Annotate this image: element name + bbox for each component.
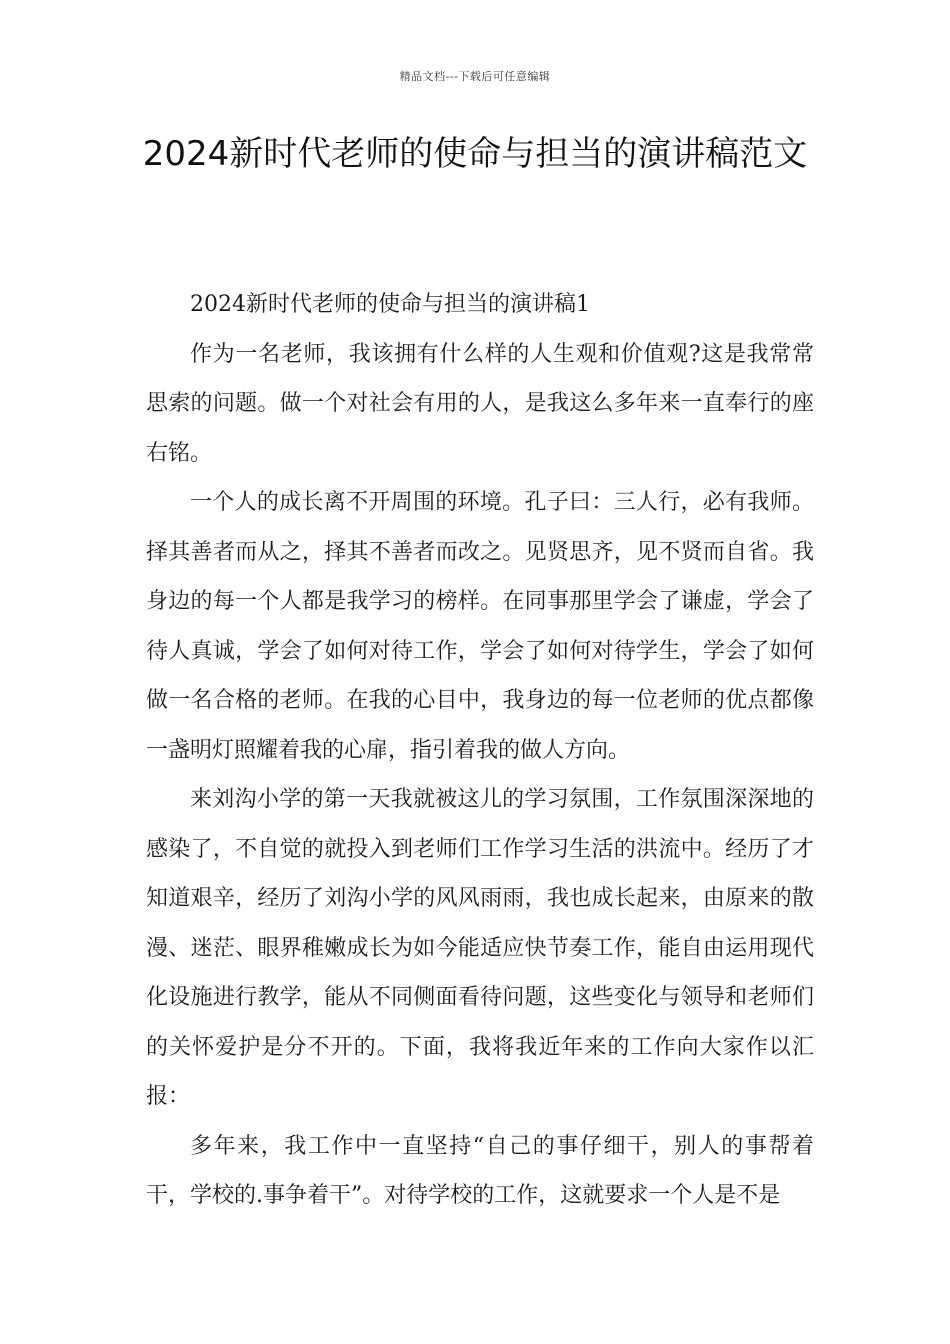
paragraph: 作为一名老师，我该拥有什么样的人生观和价值观?这是我常常思索的问题。做一个对社会有用的人，是我这么多年来一直奉行的座右铭。 [146,341,814,466]
section-heading: 2024新时代老师的使命与担当的演讲稿1 [190,292,590,317]
paragraph: 来刘沟小学的第一天我就被这儿的学习氛围，工作氛围深深地的感染了，不自觉的就投入到老师们工作学习生活的洪流中。经历了才知道艰辛，经历了刘沟小学的风风雨雨，我也成长起来，由原来的散漫、迷茫、眼界稚嫩成长为如今能适应快节奏工作，能自由运用现代化设施进行教学，能从不同侧面看待问题，这些变化与领导和老师们的关怀爱护是分不开的。下面，我将我近年来的工作向大家作以汇报： [146,787,814,1109]
header-note: 精品文档---下载后可任意编辑 [399,70,551,83]
paragraph: 一个人的成长离不开周围的环境。孔子曰：三人行，必有我师。择其善者而从之，择其不善者而改之。见贤思齐，见不贤而自省。我身边的每一个人都是我学习的榜样。在同事那里学会了谦虚，学会了待人真诚，学会了如何对待工作，学会了如何对待学生，学会了如何做一名合格的老师。在我的心目中，我身边的每一位老师的优点都像一盏明灯照耀着我的心扉，指引着我的做人方向。 [146,490,814,763]
paragraph: 多年来，我工作中一直坚持“自己的事仔细干，别人的事帮着干，学校的.事争着干”。对待学校的工作，这就要求一个人是不是 [146,1133,814,1208]
document-body [146,280,814,1221]
document-title: 2024新时代老师的使命与担当的演讲稿范文 [142,134,808,174]
